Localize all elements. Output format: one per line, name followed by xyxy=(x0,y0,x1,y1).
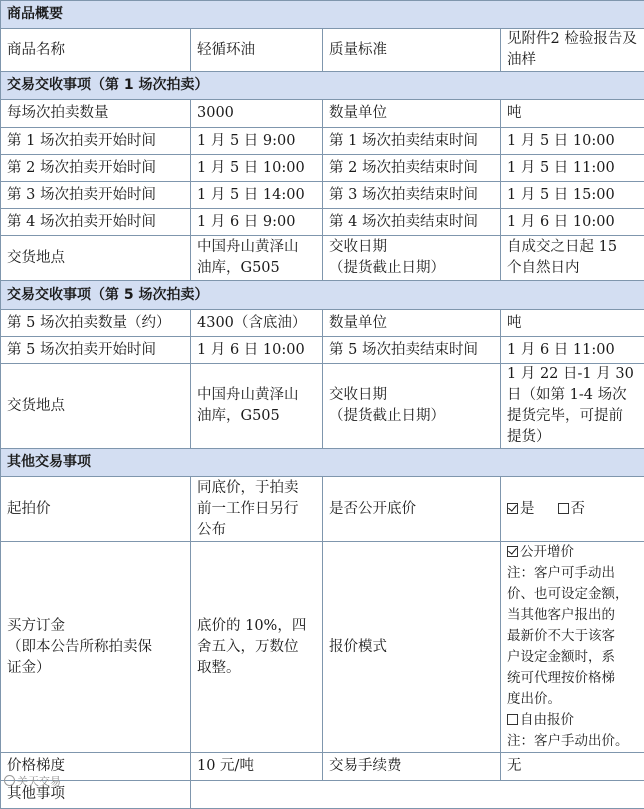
unit-value: 吨 xyxy=(501,100,644,128)
session-end-label: 第 5 场次拍卖结束时间 xyxy=(323,337,501,364)
price-step-value: 10 元/吨 xyxy=(191,753,323,781)
session-end-value: 1 月 6 日 10:00 xyxy=(501,209,644,236)
table-row xyxy=(1,477,644,542)
session-start-label: 第 1 场次拍卖开始时间 xyxy=(1,128,191,155)
product-name-value: 轻循环油 xyxy=(191,29,323,72)
session-start-value: 1 月 6 日 10:00 xyxy=(191,337,323,364)
misc-value xyxy=(191,781,644,809)
bid-mode-label: 报价模式 xyxy=(323,542,501,753)
section-header-other xyxy=(1,449,644,477)
table-row xyxy=(1,781,644,809)
section-header-trade5 xyxy=(1,281,644,310)
session-end-value: 1 月 5 日 15:00 xyxy=(501,182,644,209)
free-bid-note: 注：客户手动出价。 xyxy=(507,731,638,752)
table-row xyxy=(1,310,644,337)
session-start-label: 第 4 场次拍卖开始时间 xyxy=(1,209,191,236)
table-row xyxy=(1,128,644,155)
session-start-value: 1 月 5 日 9:00 xyxy=(191,128,323,155)
table-row xyxy=(1,155,644,182)
open-increment-note: 注：客户可手动出 价、也可设定金额， 当其他客户报出的 最新价不大于该客 户设定金额时，系 统可代理按价格梯 度出价。 xyxy=(507,563,638,710)
session-end-label: 第 2 场次拍卖结束时间 xyxy=(323,155,501,182)
session-end-label: 第 3 场次拍卖结束时间 xyxy=(323,182,501,209)
session-start-value: 1 月 5 日 10:00 xyxy=(191,155,323,182)
unit-label: 数量单位 xyxy=(323,100,501,128)
open-increment-checkbox[interactable] xyxy=(507,546,518,557)
delivery-date-value: 1 月 22 日-1 月 30 日（如第 1-4 场次 提货完毕，可提前 提货） xyxy=(501,364,644,449)
session-end-value: 1 月 6 日 11:00 xyxy=(501,337,644,364)
product-name-label: 商品名称 xyxy=(1,29,191,72)
session-start-label: 第 3 场次拍卖开始时间 xyxy=(1,182,191,209)
delivery-date-value: 自成交之日起 15 个自然日内 xyxy=(501,236,644,281)
no-checkbox[interactable] xyxy=(558,503,569,514)
table-row xyxy=(1,29,644,72)
section-header-trade1 xyxy=(1,72,644,100)
fee-label: 交易手续费 xyxy=(323,753,501,781)
qty-value: 3000 xyxy=(191,100,323,128)
qty-label: 第 5 场次拍卖数量（约） xyxy=(1,310,191,337)
watermark-logo-icon xyxy=(4,775,15,786)
session-end-value: 1 月 5 日 10:00 xyxy=(501,128,644,155)
table-row xyxy=(1,100,644,128)
open-increment-label: 公开增价 xyxy=(520,544,574,560)
table-row xyxy=(1,753,644,781)
table-row xyxy=(1,209,644,236)
deposit-value: 底价的 10%，四 舍五入，万数位 取整。 xyxy=(191,542,323,753)
unit-value: 吨 xyxy=(501,310,644,337)
qty-label: 每场次拍卖数量 xyxy=(1,100,191,128)
session-end-value: 1 月 5 日 11:00 xyxy=(501,155,644,182)
session-end-label: 第 1 场次拍卖结束时间 xyxy=(323,128,501,155)
public-reserve-label: 是否公开底价 xyxy=(323,477,501,542)
table-row xyxy=(1,364,644,449)
session-start-label: 第 5 场次拍卖开始时间 xyxy=(1,337,191,364)
misc-label: 其他事项 xyxy=(1,781,191,809)
quality-value: 见附件2 检验报告及油样 xyxy=(501,29,644,72)
fee-value: 无 xyxy=(501,753,644,781)
delivery-place-value: 中国舟山黄泽山 油库，G505 xyxy=(191,236,323,281)
delivery-place-value: 中国舟山黄泽山 油库，G505 xyxy=(191,364,323,449)
unit-label: 数量单位 xyxy=(323,310,501,337)
table-row xyxy=(1,182,644,209)
free-bid-label: 自由报价 xyxy=(520,712,574,728)
delivery-place-label: 交货地点 xyxy=(1,236,191,281)
no-label: 否 xyxy=(571,501,586,517)
yes-label: 是 xyxy=(520,501,535,517)
public-reserve-options xyxy=(501,477,644,542)
section-header-overview xyxy=(1,1,644,29)
section-title: 交易交收事项（第 5 场次拍卖） xyxy=(1,281,644,310)
section-title: 商品概要 xyxy=(1,1,644,29)
delivery-date-label: 交收日期 （提货截止日期） xyxy=(323,364,501,449)
bid-mode-options xyxy=(501,542,644,753)
start-price-value: 同底价，于拍卖 前一工作日另行 公布 xyxy=(191,477,323,542)
table-row xyxy=(1,337,644,364)
start-price-label: 起拍价 xyxy=(1,477,191,542)
section-title: 交易交收事项（第 1 场次拍卖） xyxy=(1,72,644,100)
free-bid-checkbox[interactable] xyxy=(507,714,518,725)
deposit-label: 买方订金 （即本公告所称拍卖保 证金） xyxy=(1,542,191,753)
session-start-value: 1 月 5 日 14:00 xyxy=(191,182,323,209)
delivery-place-label: 交货地点 xyxy=(1,364,191,449)
delivery-date-label: 交收日期 （提货截止日期） xyxy=(323,236,501,281)
session-end-label: 第 4 场次拍卖结束时间 xyxy=(323,209,501,236)
session-start-label: 第 2 场次拍卖开始时间 xyxy=(1,155,191,182)
yes-checkbox[interactable] xyxy=(507,503,518,514)
table-row xyxy=(1,236,644,281)
watermark-text: 关天交易 xyxy=(17,775,61,788)
section-title: 其他交易事项 xyxy=(1,449,644,477)
table-row xyxy=(1,542,644,753)
session-start-value: 1 月 6 日 9:00 xyxy=(191,209,323,236)
qty-value: 4300（含底油） xyxy=(191,310,323,337)
watermark xyxy=(4,773,61,789)
price-step-label: 价格梯度 xyxy=(1,753,191,781)
quality-label: 质量标准 xyxy=(323,29,501,72)
